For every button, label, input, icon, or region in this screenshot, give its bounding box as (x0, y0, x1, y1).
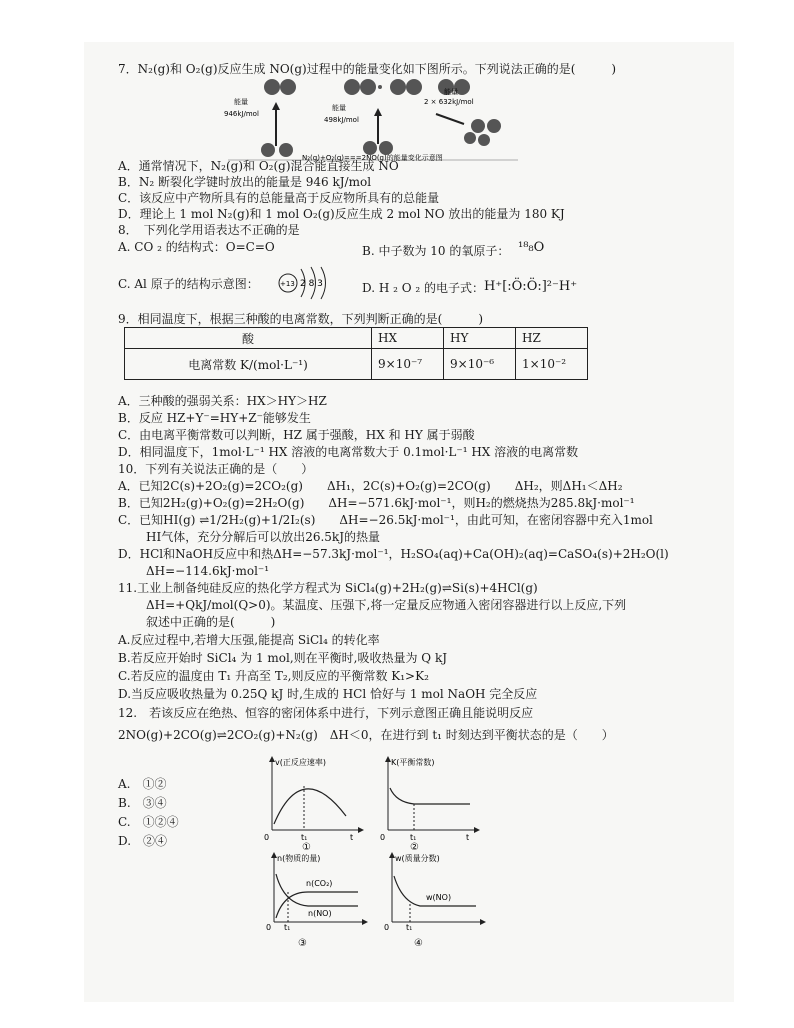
q12-graph-2-ylabel: K(平衡常数) (391, 758, 435, 767)
q12-option-d: D. ②④ (118, 834, 168, 848)
q8-al-atom-diagram (276, 265, 336, 301)
q9-option-b: B．反应 HZ+Y⁻=HY+Z⁻能够发生 (118, 411, 311, 425)
q7-option-a: A．通常情况下，N₂(g)和 O₂(g)混合能直接生成 NO (118, 159, 399, 173)
q8-al-nucleus: +13 (280, 280, 295, 288)
q12-graph-4-num: ④ (414, 938, 423, 949)
q12-graph-3-ylabel: n(物质的量) (277, 854, 321, 863)
q8-stem: 8． 下列化学用语表达不正确的是 (118, 223, 300, 237)
q8-option-a: A. CO ₂ 的结构式：O=C=O (118, 240, 275, 254)
q10-option-b: B．已知2H₂(g)+O₂(g)=2H₂O(g) ΔH=−571.6kJ·mol⁻¹，则H₂的燃烧热为285.8kJ·mol⁻¹ (118, 496, 635, 510)
q7-energy-label-3: 能量 (444, 88, 458, 96)
q12-graph-1-ylabel: v(正反应速率) (275, 758, 326, 767)
q9-header-hx: HX (372, 328, 444, 349)
q12-stem-equation: 2NO(g)+2CO(g)⇌2CO₂(g)+N₂(g) ΔH＜0，在进行到 t₁ 时刻达到平衡状态的是（ ） (118, 728, 614, 742)
q10-option-d-cont: ΔH=−114.6kJ·mol⁻¹ (146, 564, 270, 578)
q10-option-d: D．HCl和NaOH反应中和热ΔH=−57.3kJ·mol⁻¹，H₂SO₄(aq)+Ca(OH)₂(aq)=CaSO₄(s)+2H₂O(l) (118, 547, 669, 561)
q12-graph-2-origin: 0 (380, 833, 386, 842)
q11-option-b: B.若反应开始时 SiCl₄ 为 1 mol,则在平衡时,吸收热量为 Q kJ (118, 651, 448, 665)
q10-option-a: A．已知2C(s)+2O₂(g)=2CO₂(g) ΔH₁，2C(s)+O₂(g)=2CO(g) ΔH₂，则ΔH₁＜ΔH₂ (118, 479, 623, 493)
q9-option-a: A．三种酸的强弱关系：HX＞HY＞HZ (118, 394, 327, 408)
q7-option-b: B．N₂ 断裂化学键时放出的能量是 946 kJ/mol (118, 175, 372, 189)
q7-option-d: D．理论上 1 mol N₂(g)和 1 mol O₂(g)反应生成 2 mol NO 放出的能量为 180 KJ (118, 207, 565, 221)
q9-cell-hx: 9×10⁻⁷ (372, 349, 444, 380)
q12-stem: 12. 若该反应在绝热、恒容的密闭体系中进行，下列示意图正确且能说明反应 (118, 706, 534, 720)
q7-energy-label-2: 能量 (332, 104, 346, 112)
q9-header-hz: HZ (516, 328, 588, 349)
q12-option-a: A. ①② (118, 777, 167, 791)
q11-stem: 11.工业上制备纯硅反应的热化学方程式为 SiCl₄(g)+2H₂(g)⇌Si(s)+4HCl(g) (118, 581, 538, 595)
q9-header-hy: HY (444, 328, 516, 349)
q10-option-c: C．已知HI(g) ⇌1/2H₂(g)+1/2I₂(s) ΔH=−26.5kJ·mol⁻¹，由此可知，在密闭容器中充入1mol (118, 513, 653, 527)
q12-graph-2-num: ② (410, 842, 419, 853)
q12-graph-3 (262, 852, 374, 950)
q7-figure-caption: N₂(g)+O₂(g)===2NO(g)的能量变化示意图 (302, 154, 443, 162)
q7-energy-value-3: 2 × 632kJ/mol (424, 98, 474, 106)
q8-option-c: C. Al 原子的结构示意图： (118, 277, 259, 291)
q8-oxygen-isotope: ¹⁸₈O (518, 240, 545, 255)
q8-al-shells: 2 8 3 (300, 279, 323, 289)
q12-graph-4-origin: 0 (384, 923, 390, 932)
q12-graph-4-s1: w(NO) (426, 893, 452, 902)
q8-option-b: B. 中子数为 10 的氧原子： (362, 244, 510, 258)
q11-option-c: C.若反应的温度由 T₁ 升高至 T₂,则反应的平衡常数 K₁>K₂ (118, 669, 429, 683)
q7-energy-figure (224, 76, 528, 166)
q12-graph-1-t: t (350, 833, 354, 842)
q10-stem: 10．下列有关说法正确的是（ ） (118, 462, 314, 476)
q10-option-c-cont: HI气体，充分分解后可以放出26.5kJ的热量 (146, 530, 381, 544)
q12-graph-3-s1: n(CO₂) (306, 879, 333, 888)
q12-option-b: B. ③④ (118, 796, 167, 810)
q9-cell-hy: 9×10⁻⁶ (444, 349, 516, 380)
q12-graph-4-ylabel: w(质量分数) (395, 854, 440, 863)
q12-graph-3-t1: t₁ (284, 923, 291, 932)
q8-h2o2-formula: H⁺[:Ö:Ö:]²⁻H⁺ (484, 279, 578, 294)
q12-graph-1-origin: 0 (264, 833, 270, 842)
q9-header-acid: 酸 (125, 328, 372, 349)
q12-graph-1 (258, 756, 368, 853)
q8-option-d: D. H ₂ O ₂ 的电子式： (362, 281, 485, 295)
q11-stem-cont2: 叙述中正确的是( ) (146, 615, 276, 629)
q12-graph-2 (374, 756, 484, 853)
q12-graph-1-t1: t₁ (301, 833, 308, 842)
q12-option-c: C. ①②④ (118, 815, 179, 829)
q12-graph-4-t1: t₁ (406, 923, 413, 932)
q12-graph-1-num: ① (302, 842, 311, 853)
q7-option-c: C．该反应中产物所具有的总能量高于反应物所具有的总能量 (118, 191, 440, 205)
q9-option-c: C．由电离平衡常数可以判断，HZ 属于强酸，HX 和 HY 属于弱酸 (118, 428, 475, 442)
q11-option-a: A.反应过程中,若增大压强,能提高 SiCl₄ 的转化率 (118, 633, 380, 647)
q12-graph-3-s2: n(NO) (308, 909, 332, 918)
q12-graph-2-t: t (466, 833, 470, 842)
q11-option-d: D.当反应吸收热量为 0.25Q kJ 时,生成的 HCl 恰好与 1 mol NaOH 完全反应 (118, 687, 538, 701)
q12-graph-3-origin: 0 (266, 923, 272, 932)
q7-energy-label-1: 能量 (234, 98, 248, 106)
q7-stem: 7．N₂(g)和 O₂(g)反应生成 NO(g)过程中的能量变化如下图所示。下列说法正确的是( ) (118, 62, 617, 76)
q12-graph-2-t1: t₁ (410, 833, 417, 842)
q11-stem-cont: ΔH=+QkJ/mol(Q>0)。某温度、压强下,将一定量反应物通入密闭容器进行以上反应,下列 (146, 598, 627, 612)
q9-option-d: D．相同温度下，1mol·L⁻¹ HX 溶液的电离常数大于 0.1mol·L⁻¹ HX 溶液的电离常数 (118, 445, 579, 459)
q9-cell-hz: 1×10⁻² (516, 349, 588, 380)
q9-row-label: 电离常数 K/(mol·L⁻¹) (125, 349, 372, 380)
q9-stem: 9．相同温度下，根据三种酸的电离常数，下列判断正确的是( ) (118, 312, 484, 326)
q9-ionization-table (124, 327, 588, 380)
q7-energy-value-2: 498kJ/mol (324, 116, 359, 124)
q12-graph-4 (380, 852, 492, 950)
q12-graph-3-num: ③ (298, 938, 307, 949)
q7-energy-value-1: 946kJ/mol (224, 110, 259, 118)
